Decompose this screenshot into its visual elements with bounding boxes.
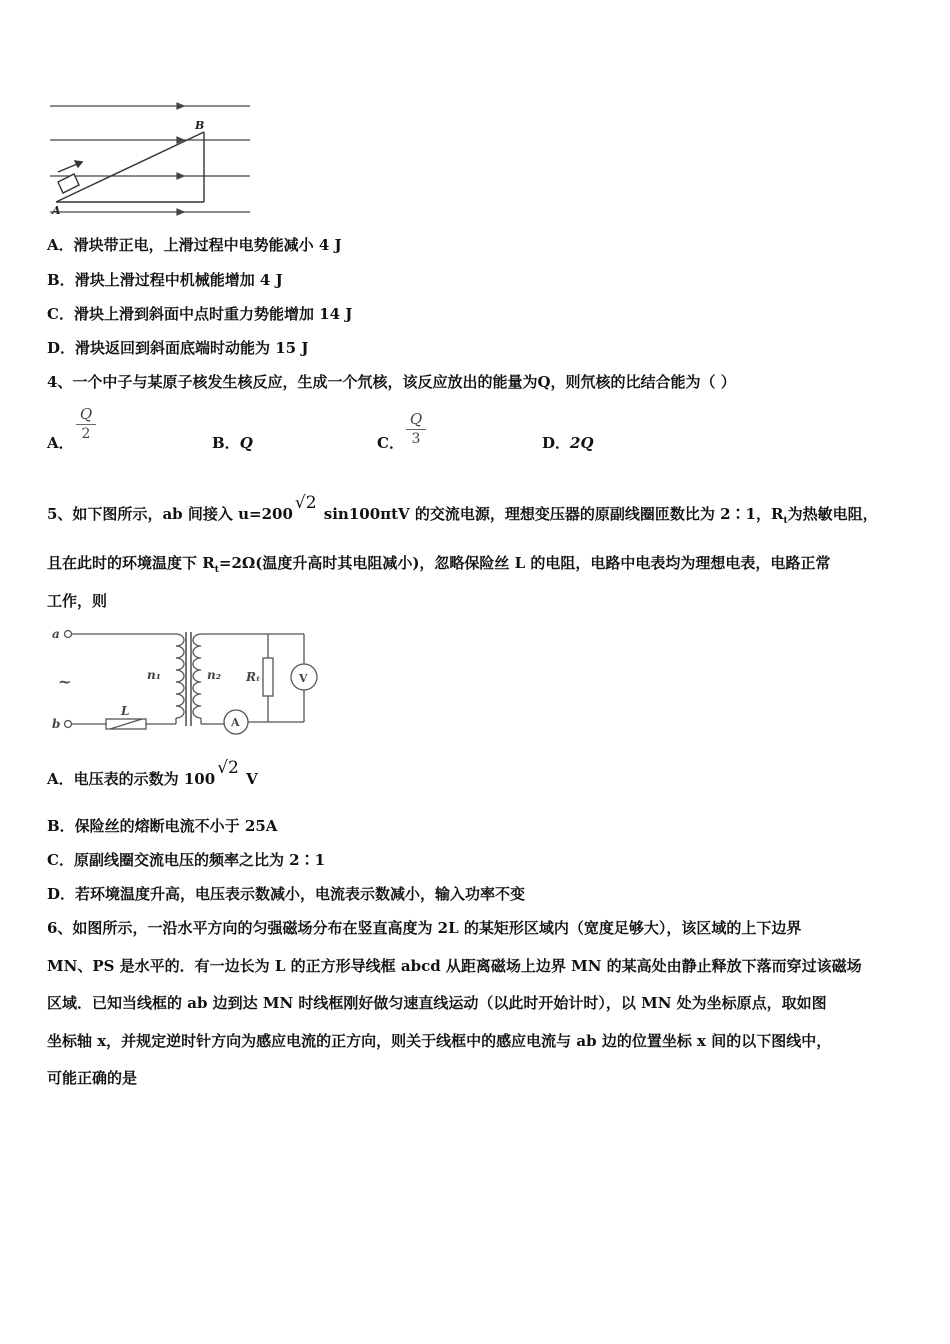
q4-stem: 4、一个中子与某原子核发生核反应，生成一个氘核，该反应放出的能量为Q，则氘核的比结合能为（ ）: [47, 373, 736, 391]
terminal-b-label: b: [52, 717, 61, 731]
q4-option-c-letter: C．: [377, 434, 404, 452]
voltmeter-label: V: [299, 672, 308, 685]
q5-option-d: D．若环境温度升高，电压表示数减小，电流表示数减小，输入功率不变: [47, 885, 526, 903]
q4-option-b: B．Q: [212, 434, 253, 452]
ac-source-symbol: ~: [58, 672, 72, 691]
ammeter-label: A: [231, 716, 240, 729]
q5-option-b: B．保险丝的熔断电流不小于 25A: [47, 817, 278, 835]
q5-option-c: C．原副线圈交流电压的频率之比为 2∶1: [47, 851, 326, 869]
incline-field-diagram: [44, 96, 259, 221]
terminal-a-label: a: [52, 627, 60, 641]
q5-stem-line3: 工作，则: [47, 592, 108, 610]
q5-stem-line1: 5、如下图所示，ab 间接入 u=200√2 sin100πtV 的交流电源，理想变压器的原副线圈匝数比为 2∶1，$R_t$为热敏电阻，: [47, 493, 878, 526]
q5-option-a: A．电压表的示数为 100√2 V: [47, 758, 258, 788]
transformer-circuit-diagram: [44, 624, 334, 739]
q6-line-1: 6、如图所示，一沿水平方向的匀强磁场分布在竖直高度为 2L 的某矩形区域内（宽度足够大），该区域的上下边界: [47, 919, 802, 937]
q6-line-5: 可能正确的是: [47, 1069, 138, 1087]
label-A: A: [52, 204, 61, 217]
fuse-label: L: [121, 704, 130, 718]
q5-stem-line2: 且在此时的环境温度下 $R_t=2\Omega$(温度升高时其电阻减小)，忽略保险丝 L 的电阻，电路中电表均为理想电表，电路正常: [47, 554, 831, 575]
q3-option-a: A．滑块带正电，上滑过程中电势能减小 4 J: [47, 236, 342, 254]
sqrt-two-option: √2: [217, 758, 239, 778]
q3-option-b: B．滑块上滑过程中机械能增加 4 J: [47, 271, 283, 289]
q4-option-d: D．2Q: [542, 434, 594, 452]
q6-line-4: 坐标轴 x，并规定逆时针方向为感应电流的正方向，则关于线框中的感应电流与 ab 边的位置坐标 x 间的以下图线中，: [47, 1032, 832, 1050]
q6-line-3: 区域．已知当线框的 ab 边到达 MN 时线框刚好做匀速直线运动（以此时开始计时），以 MN 处为坐标原点，取如图: [47, 994, 827, 1012]
rt-label: Rₜ: [246, 670, 261, 684]
q3-option-d: D．滑块返回到斜面底端时动能为 15 J: [47, 339, 309, 357]
q4-option-a-fraction: Q 2: [74, 405, 98, 442]
q3-option-c: C．滑块上滑到斜面中点时重力势能增加 14 J: [47, 305, 353, 323]
q4-option-a-letter: A．: [47, 434, 74, 452]
q4-option-c-fraction: Q 3: [404, 410, 428, 447]
label-B: B: [195, 119, 205, 132]
n1-label: n₁: [147, 668, 161, 682]
n2-label: n₂: [207, 668, 221, 682]
q6-line-2: MN、PS 是水平的．有一边长为 L 的正方形导线框 abcd 从距离磁场上边界 MN 的某高处由静止释放下落而穿过该磁场: [47, 957, 862, 975]
sqrt-two: √2: [294, 493, 317, 513]
